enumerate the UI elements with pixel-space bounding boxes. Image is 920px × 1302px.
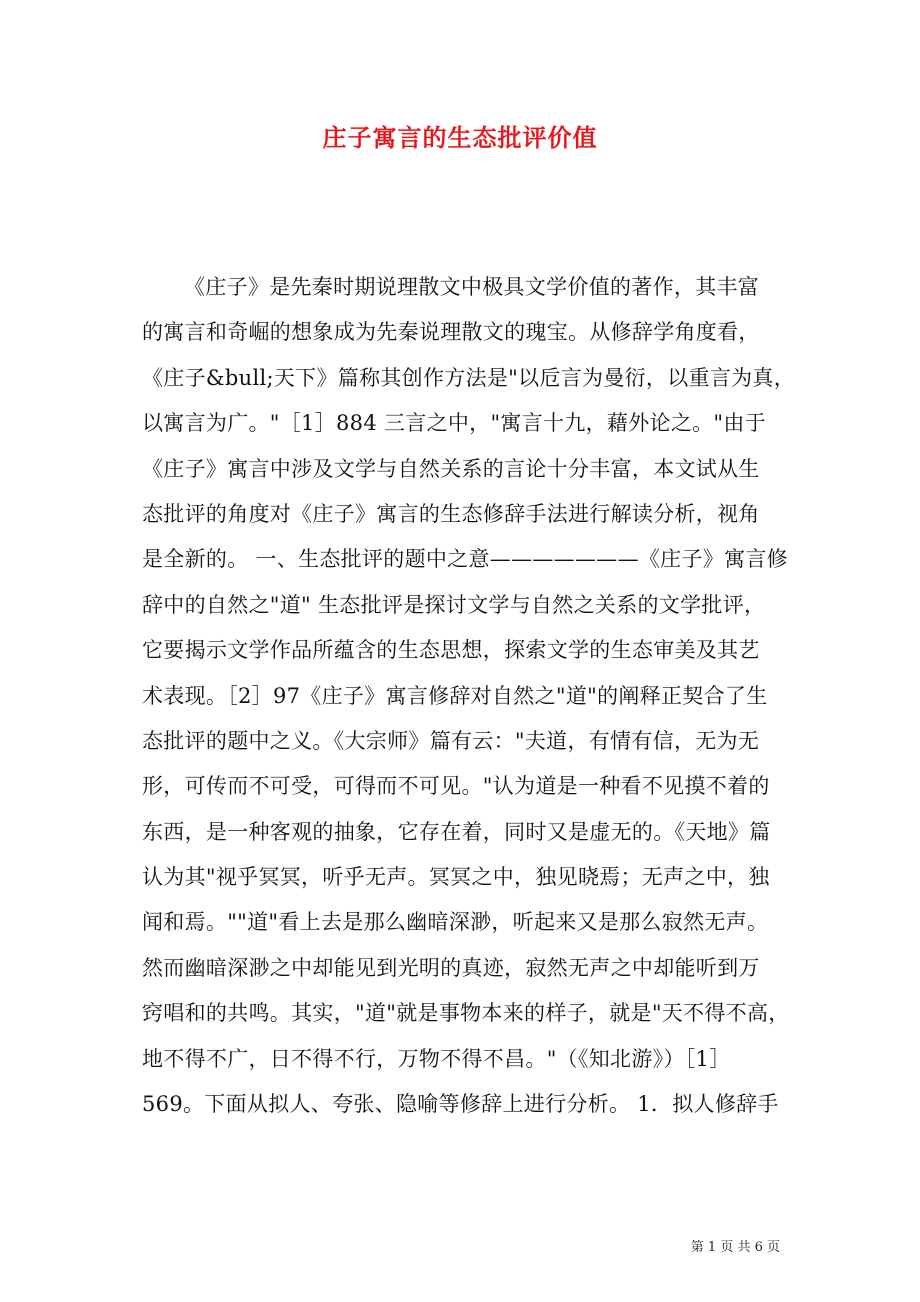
body-line: 认为其"视乎冥冥，听乎无声。冥冥之中，独见晓焉；无声之中，独 — [142, 865, 770, 890]
body-line: 它要揭示文学作品所蕴含的生态思想，探索文学的生态审美及其艺 — [142, 638, 760, 663]
document-body — [142, 272, 802, 1134]
body-line: 态批评的角度对《庄子》寓言的生态修辞手法进行解读分析，视角 — [142, 501, 760, 526]
page-number: 第 1 页 共 6 页 — [690, 1240, 780, 1255]
body-line: 地不得不广，日不得不行，万物不得不昌。"（《知北游》）［1］ — [142, 1046, 731, 1071]
body-line: 东西，是一种客观的抽象，它存在着，同时又是虚无的。《天地》篇 — [142, 819, 771, 844]
body-line: 形，可传而不可受，可得而不可见。"认为道是一种看不见摸不着的 — [142, 774, 770, 799]
body-line: 以寓言为广。"［1］884 三言之中，"寓言十九，藉外论之。"由于 — [142, 411, 766, 436]
body-line: 术表现。［2］97《庄子》寓言修辞对自然之"道"的阐释正契合了生 — [142, 683, 768, 708]
body-line: 《庄子&bull;天下》篇称其创作方法是"以卮言为曼衍，以重言为真， — [142, 365, 796, 390]
body-line: 569。下面从拟人、夸张、隐喻等修辞上进行分析。 1．拟人修辞手 — [142, 1092, 779, 1117]
body-line: 辞中的自然之"道" 生态批评是探讨文学与自然之关系的文学批评， — [142, 592, 766, 617]
body-line: 的寓言和奇崛的想象成为先秦说理散文的瑰宝。从修辞学角度看， — [142, 320, 760, 345]
body-line: 是全新的。 一、生态批评的题中之意———————《庄子》寓言修 — [142, 547, 788, 572]
body-line: 态批评的题中之义。《大宗师》篇有云："夫道，有情有信，无为无 — [142, 728, 760, 753]
document-title: 庄子寓言的生态批评价值 — [322, 123, 598, 152]
body-line: 《庄子》寓言中涉及文学与自然关系的言论十分丰富，本文试从生 — [142, 456, 760, 481]
body-line: 然而幽暗深渺之中却能见到光明的真迹，寂然无声之中却能听到万 — [142, 955, 760, 980]
body-line: 窍唱和的共鸣。其实，"道"就是事物本来的样子，就是"天不得不高， — [142, 1001, 790, 1026]
body-line: 《庄子》是先秦时期说理散文中极具文学价值的著作，其丰富 — [184, 275, 760, 299]
body-line: 闻和焉。""道"看上去是那么幽暗深渺，听起来又是那么寂然无声。 — [142, 910, 769, 935]
